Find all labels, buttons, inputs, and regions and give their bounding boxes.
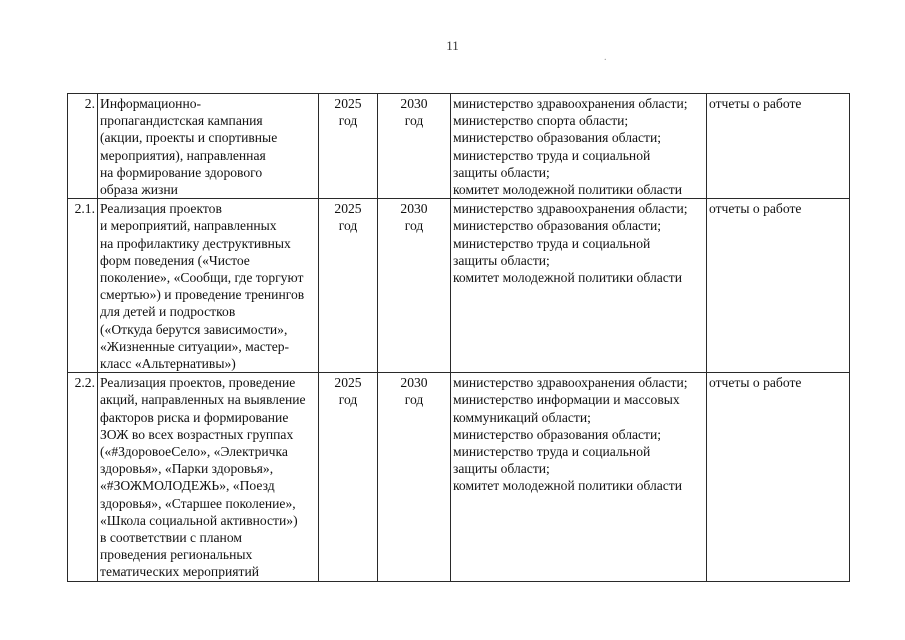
table-row: [68, 94, 850, 199]
row-number: 2.1.: [68, 199, 98, 373]
executor-line: комитет молодежной политики области: [453, 182, 683, 198]
executors: [451, 94, 707, 199]
description-line: тематических мероприятий: [100, 564, 260, 580]
activity-description: [98, 94, 319, 199]
description-line: «Жизненные ситуации», мастер-: [100, 338, 290, 354]
start-date: [319, 199, 378, 373]
executor-line: защиты области;: [453, 461, 550, 477]
executor-line: министерство информации и массовых: [453, 392, 680, 408]
description-line: на профилактику деструктивных: [100, 235, 291, 251]
description-line: здоровья», «Старшее поколение»,: [100, 495, 296, 511]
executor-line: министерство образования области;: [453, 130, 662, 146]
activity-description: [98, 373, 319, 581]
page-number: 11: [446, 38, 459, 53]
executor-line: защиты области;: [453, 164, 550, 180]
row-number: 2.: [68, 94, 98, 199]
description-line: мероприятия), направленная: [100, 147, 266, 163]
end-year-unit: год: [404, 392, 424, 408]
description-line: образа жизни: [100, 182, 178, 198]
start-year-unit: год: [338, 392, 358, 408]
description-line: класс «Альтернативы»): [100, 356, 236, 372]
end-date: [378, 373, 451, 581]
start-date: [319, 373, 378, 581]
executor-line: министерство здравоохранения области;: [453, 375, 688, 391]
description-line: Информационно-: [100, 96, 202, 111]
description-line: акций, направленных на выявление: [100, 392, 306, 408]
description-line: ЗОЖ во всех возрастных группах: [100, 426, 294, 442]
description-line: Реализация проектов, проведение: [100, 375, 296, 391]
report-form: отчеты о работе: [707, 199, 850, 373]
end-year-unit: год: [404, 218, 424, 234]
description-line: (акции, проекты и спортивные: [100, 130, 278, 146]
executor-line: министерство здравоохранения области;: [453, 201, 688, 217]
executor-line: министерство труда и социальной: [453, 235, 651, 251]
executor-line: министерство здравоохранения области;: [453, 96, 688, 111]
plan-table: [67, 93, 850, 582]
description-line: в соответствии с планом: [100, 530, 242, 546]
start-year: 2025: [334, 201, 362, 217]
row-number: 2.2.: [68, 373, 98, 581]
description-line: Реализация проектов: [100, 201, 222, 217]
description-line: пропагандистская кампания: [100, 113, 263, 129]
description-line: «#ЗОЖМОЛОДЕЖЬ», «Поезд: [100, 478, 275, 494]
executor-line: комитет молодежной политики области: [453, 478, 683, 494]
end-year-unit: год: [404, 113, 424, 129]
description-line: и мероприятий, направленных: [100, 218, 277, 234]
description-line: для детей и подростков: [100, 304, 236, 320]
executors: [451, 373, 707, 581]
description-line: «Школа социальной активности»): [100, 512, 298, 528]
executor-line: министерство образования области;: [453, 426, 662, 442]
description-line: форм поведения («Чистое: [100, 252, 250, 268]
end-year: 2030: [400, 201, 428, 217]
start-year: 2025: [334, 96, 362, 111]
description-line: здоровья», «Парки здоровья»,: [100, 461, 274, 477]
description-line: («Откуда берутся зависимости»,: [100, 321, 288, 337]
report-form: отчеты о работе: [707, 94, 850, 199]
report-form: отчеты о работе: [707, 373, 850, 581]
executor-line: комитет молодежной политики области: [453, 270, 683, 286]
executor-line: министерство труда и социальной: [453, 147, 651, 163]
end-date: [378, 94, 451, 199]
executor-line: министерство спорта области;: [453, 113, 629, 129]
end-year: 2030: [400, 375, 428, 391]
executor-line: министерство образования области;: [453, 218, 662, 234]
end-date: [378, 199, 451, 373]
executors: [451, 199, 707, 373]
start-year: 2025: [334, 375, 362, 391]
executor-line: защиты области;: [453, 252, 550, 268]
description-line: факторов риска и формирование: [100, 409, 289, 425]
description-line: («#ЗдоровоеСело», «Электричка: [100, 444, 288, 460]
activity-description: [98, 199, 319, 373]
end-year: 2030: [400, 96, 428, 111]
start-year-unit: год: [338, 218, 358, 234]
executor-line: министерство труда и социальной: [453, 444, 651, 460]
table-row: [68, 373, 850, 581]
start-year-unit: год: [338, 113, 358, 129]
start-date: [319, 94, 378, 199]
description-line: смертью») и проведение тренингов: [100, 287, 305, 303]
table-row: [68, 199, 850, 373]
description-line: на формирование здорового: [100, 164, 263, 180]
executor-line: коммуникаций области;: [453, 409, 591, 425]
page-mark: .: [604, 52, 607, 63]
description-line: проведения региональных: [100, 547, 253, 563]
description-line: поколение», «Сообщи, где торгуют: [100, 270, 304, 286]
